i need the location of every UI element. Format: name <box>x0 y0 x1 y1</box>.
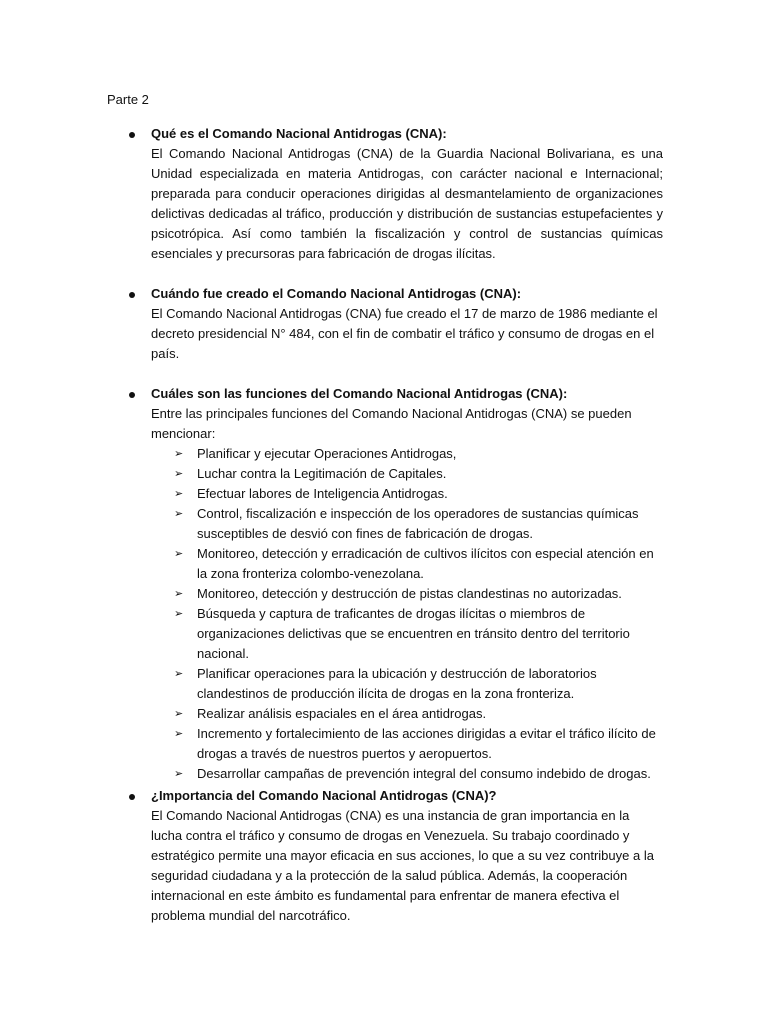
section-title: Cuándo fue creado el Comando Nacional Antidrogas (CNA): <box>151 286 522 301</box>
disc-bullet-icon <box>129 132 135 138</box>
arrow-bullet-icon: ➢ <box>174 508 184 520</box>
list-item: ➢ Realizar análisis espaciales en el área antidrogas. <box>197 704 663 724</box>
list-item: ➢ Desarrollar campañas de prevención integral del consumo indebido de drogas. <box>197 764 663 784</box>
arrow-bullet-icon: ➢ <box>174 548 184 560</box>
list-item: ➢ Monitoreo, detección y destrucción de pistas clandestinas no autorizadas. <box>197 584 663 604</box>
part-title: Parte 2 <box>107 92 149 107</box>
arrow-bullet-icon: ➢ <box>174 608 184 620</box>
section-body: El Comando Nacional Antidrogas (CNA) de la Guardia Nacional Bolivariana, es una Unidad especializada en materia Antidrogas, con carácter nacional e Internacional; preparada para conducir operaciones dirigidas al desmantelamiento de organizaciones delictivas dedicadas al tráfico, producción y distribución de sustancias estupefacientes y psicotrópica. Así como también la fiscalización y control de sustancias químicas esenciales y precursoras para fabricación de drogas ilícitas. <box>151 146 663 261</box>
section-body: El Comando Nacional Antidrogas (CNA) es una instancia de gran importancia en la lucha contra el tráfico y consumo de drogas en Venezuela. Su trabajo coordinado y estratégico permite una mayor eficacia en sus acciones, lo que a su vez contribuye a la seguridad ciudadana y a la protección de la salud pública. Además, la cooperación internacional en este ámbito es fundamental para enfrentar de manera efectiva el problema mundial del narcotráfico. <box>151 808 654 923</box>
list-item: ➢ Monitoreo, detección y erradicación de cultivos ilícitos con especial atención en la zona fronteriza colombo-venezolana. <box>174 546 654 581</box>
arrow-bullet-icon: ➢ <box>174 768 184 780</box>
list-item: ➢ Control, fiscalización e inspección de los operadores de sustancias químicas susceptibles de desvió con fines de fabricación de drogas. <box>174 506 639 541</box>
arrow-bullet-icon: ➢ <box>174 448 184 460</box>
section-title: ¿Importancia del Comando Nacional Antidrogas (CNA)? <box>151 788 497 803</box>
arrow-bullet-icon: ➢ <box>174 468 184 480</box>
section-importance <box>151 786 663 926</box>
arrow-bullet-icon: ➢ <box>174 708 184 720</box>
section-body: El Comando Nacional Antidrogas (CNA) fue creado el 17 de marzo de 1986 mediante el decreto presidencial N° 484, con el fin de combatir el tráfico y consumo de drogas en el país. <box>151 306 658 361</box>
section-title: Cuáles son las funciones del Comando Nacional Antidrogas (CNA): <box>151 386 568 401</box>
disc-bullet-icon <box>129 392 135 398</box>
list-item: ➢ Búsqueda y captura de traficantes de drogas ilícitas o miembros de organizaciones delictivas que se encuentren en tránsito dentro del territorio nacional. <box>174 606 630 661</box>
list-item: ➢ Incremento y fortalecimiento de las acciones dirigidas a evitar el tráfico ilícito de drogas a través de nuestros puertos y aeropuertos. <box>174 726 656 761</box>
section-what-is-cna <box>151 124 663 264</box>
list-item: ➢ Planificar operaciones para la ubicación y destrucción de laboratorios clandestinos de producción ilícita de drogas en la zona fronteriza. <box>174 666 597 701</box>
functions-list <box>151 444 663 784</box>
list-item: ➢ Planificar y ejecutar Operaciones Antidrogas, <box>197 444 663 464</box>
section-when-created <box>151 284 663 364</box>
arrow-bullet-icon: ➢ <box>174 668 184 680</box>
section-functions <box>151 384 663 784</box>
disc-bullet-icon <box>129 292 135 298</box>
arrow-bullet-icon: ➢ <box>174 728 184 740</box>
arrow-bullet-icon: ➢ <box>174 588 184 600</box>
section-body: Entre las principales funciones del Comando Nacional Antidrogas (CNA) se pueden mencionar: <box>151 406 632 441</box>
list-item: ➢ Efectuar labores de Inteligencia Antidrogas. <box>197 484 663 504</box>
disc-bullet-icon <box>129 794 135 800</box>
arrow-bullet-icon: ➢ <box>174 488 184 500</box>
section-title: Qué es el Comando Nacional Antidrogas (CNA): <box>151 126 447 141</box>
list-item: ➢ Luchar contra la Legitimación de Capitales. <box>197 464 663 484</box>
